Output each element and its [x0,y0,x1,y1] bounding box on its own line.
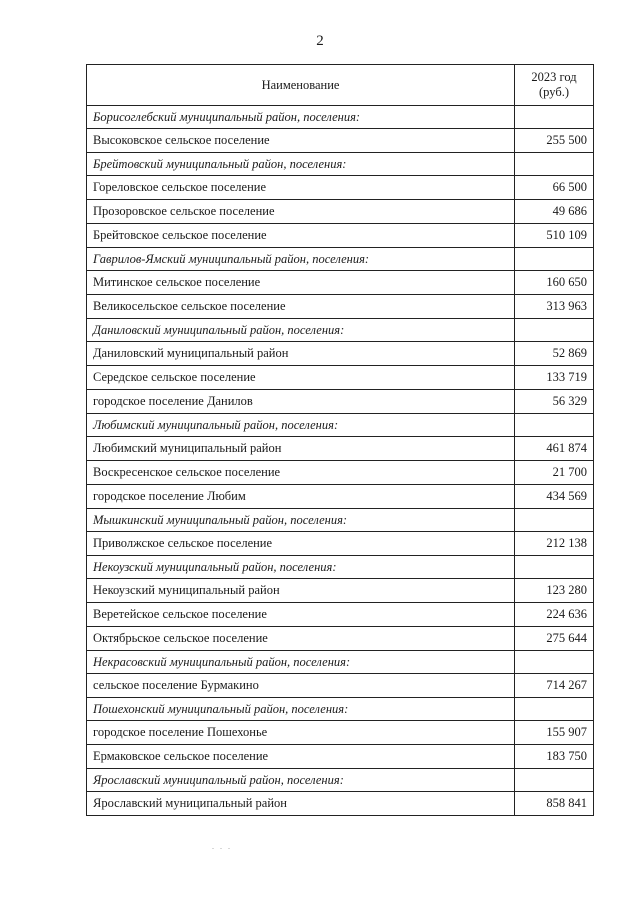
table-row [87,271,594,295]
header-amount-cell: 2023 год (руб.) [515,65,594,106]
settlement-name-cell: Ермаковское сельское поселение [87,745,515,769]
district-heading-row [87,698,594,721]
amount-cell: 52 869 [515,342,594,366]
page-number: 2 [316,33,324,49]
amount-cell [515,414,594,437]
amount-cell [515,153,594,176]
amount-cell: 510 109 [515,224,594,248]
amount-cell: 155 907 [515,721,594,745]
amount-cell [515,651,594,674]
amount-cell: 275 644 [515,627,594,651]
table-row [87,437,594,461]
district-name-cell: Пошехонский муниципальный район, поселения: [87,698,515,721]
settlement-name-cell: Высоковское сельское поселение [87,129,515,153]
table-row [87,745,594,769]
table-row [87,366,594,390]
amount-cell: 434 569 [515,485,594,509]
header-row [87,65,594,106]
amount-cell [515,769,594,792]
amount-cell: 56 329 [515,390,594,414]
settlement-name-cell: Приволжское сельское поселение [87,532,515,556]
district-name-cell: Даниловский муниципальный район, поселения: [87,319,515,342]
settlement-name-cell: Даниловский муниципальный район [87,342,515,366]
district-name-cell: Любимский муниципальный район, поселения: [87,414,515,437]
table-body [87,106,594,816]
table-row [87,532,594,556]
table-row [87,721,594,745]
table-row [87,295,594,319]
table-header [87,65,594,106]
table-row [87,129,594,153]
settlement-name-cell: Воскресенское сельское поселение [87,461,515,485]
amount-cell: 858 841 [515,792,594,816]
settlement-name-cell: Гореловское сельское поселение [87,176,515,200]
amount-cell [515,509,594,532]
settlement-name-cell: Великосельское сельское поселение [87,295,515,319]
table-row [87,674,594,698]
district-heading-row [87,248,594,271]
district-heading-row [87,651,594,674]
amount-cell: 255 500 [515,129,594,153]
district-name-cell: Некрасовский муниципальный район, поселения: [87,651,515,674]
table-row [87,579,594,603]
settlement-name-cell: городское поселение Любим [87,485,515,509]
district-heading-row [87,153,594,176]
settlement-name-cell: Середское сельское поселение [87,366,515,390]
table-row [87,485,594,509]
district-heading-row [87,319,594,342]
table-row [87,603,594,627]
amount-cell: 212 138 [515,532,594,556]
district-name-cell: Гаврилов-Ямский муниципальный район, поселения: [87,248,515,271]
settlement-name-cell: Брейтовское сельское поселение [87,224,515,248]
district-heading-row [87,556,594,579]
settlement-name-cell: Прозоровское сельское поселение [87,200,515,224]
amount-cell: 461 874 [515,437,594,461]
settlement-name-cell: Митинское сельское поселение [87,271,515,295]
settlement-name-cell: Любимский муниципальный район [87,437,515,461]
district-name-cell: Некоузский муниципальный район, поселения: [87,556,515,579]
amount-cell: 21 700 [515,461,594,485]
settlement-name-cell: городское поселение Пошехонье [87,721,515,745]
district-name-cell: Мышкинский муниципальный район, поселения: [87,509,515,532]
amount-cell [515,698,594,721]
amount-cell: 224 636 [515,603,594,627]
settlement-name-cell: Ярославский муниципальный район [87,792,515,816]
table-row [87,200,594,224]
settlement-name-cell: Октябрьское сельское поселение [87,627,515,651]
amount-cell: 66 500 [515,176,594,200]
amount-cell: 133 719 [515,366,594,390]
amount-cell [515,556,594,579]
district-name-cell: Борисоглебский муниципальный район, поселения: [87,106,515,129]
table-row [87,224,594,248]
table-row [87,176,594,200]
amount-cell: 714 267 [515,674,594,698]
district-name-cell: Ярославский муниципальный район, поселения: [87,769,515,792]
allocation-table [86,64,594,816]
amount-cell: 313 963 [515,295,594,319]
amount-cell [515,319,594,342]
settlement-name-cell: Веретейское сельское поселение [87,603,515,627]
district-heading-row [87,106,594,129]
amount-cell [515,106,594,129]
district-heading-row [87,769,594,792]
settlement-name-cell: Некоузский муниципальный район [87,579,515,603]
settlement-name-cell: городское поселение Данилов [87,390,515,414]
amount-cell: 160 650 [515,271,594,295]
table-row [87,627,594,651]
table-row [87,390,594,414]
header-name-cell: Наименование [87,65,515,106]
settlement-name-cell: сельское поселение Бурмакино [87,674,515,698]
amount-cell: 49 686 [515,200,594,224]
table-row [87,461,594,485]
amount-cell [515,248,594,271]
amount-cell: 183 750 [515,745,594,769]
district-name-cell: Брейтовский муниципальный район, поселения: [87,153,515,176]
footer-marks: . . . [212,842,232,851]
amount-cell: 123 280 [515,579,594,603]
table-row [87,342,594,366]
table-row [87,792,594,816]
district-heading-row [87,509,594,532]
district-heading-row [87,414,594,437]
